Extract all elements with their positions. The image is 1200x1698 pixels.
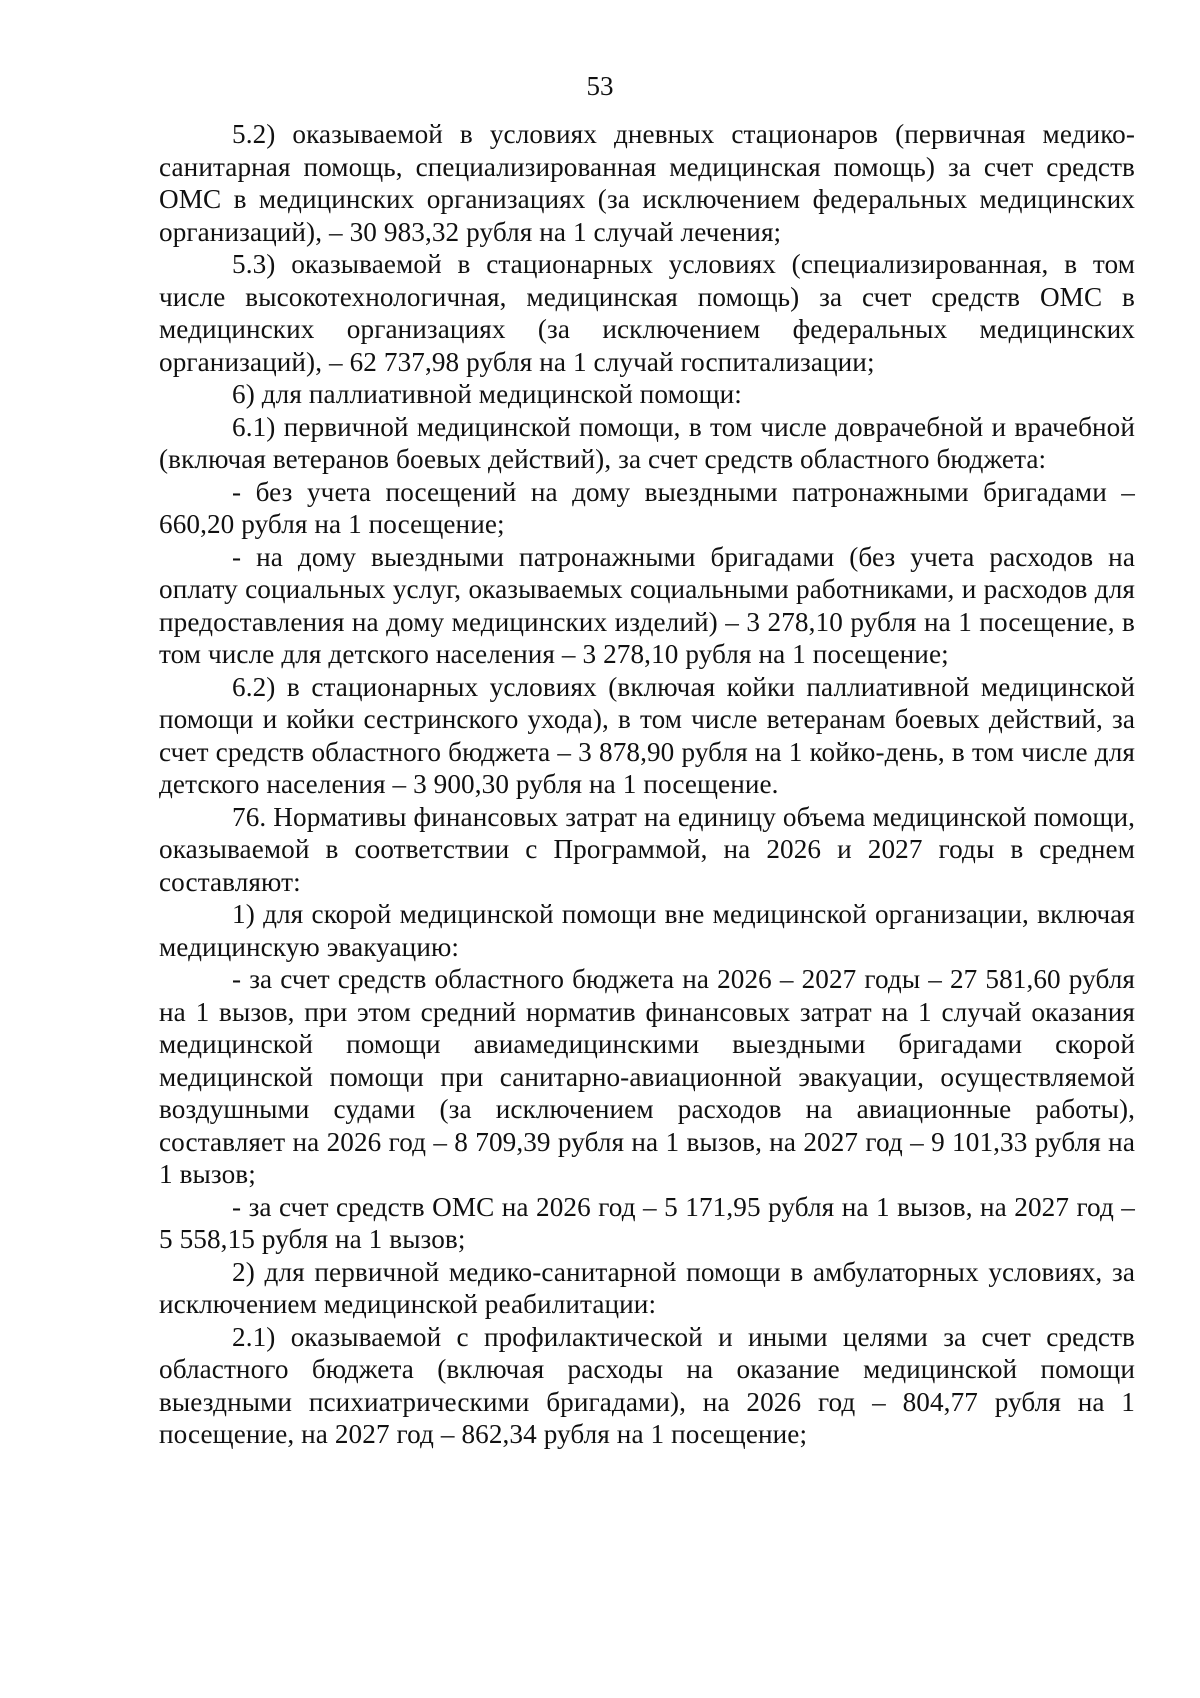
paragraph-76-2-1: 2.1) оказываемой с профилактической и иными целями за счет средств областного бюджета (включая расходы на оказание медицинской помощи выездными психиатрическими бригадами), на 2026 год – 804,77 рубля на 1 посещение, на 2027 год – 862,34 рубля на 1 посещение; [159,1321,1135,1449]
paragraph-5-3: 5.3) оказываемой в стационарных условиях (специализированная, в том числе высокотехнологичная, медицинская помощь) за счет средств ОМС в медицинских организациях (за исключением федеральных медицинских организаций), – 62 737,98 рубля на 1 случай госпитализации; [159,249,1135,377]
paragraph-6-2: 6.2) в стационарных условиях (включая койки паллиативной медицинской помощи и койки сестринского ухода), в том числе ветеранам боевых действий, за счет средств областного бюджета – 3 878,90 рубля на 1 койко-день, в том числе для детского населения – 3 900,30 рубля на 1 посещение. [159,671,1135,799]
paragraph-76-1: 1) для скорой медицинской помощи вне медицинской организации, включая медицинскую эвакуацию: [159,899,1135,962]
paragraph-6-1-bullet-1: - без учета посещений на дому выездными патронажными бригадами – 660,20 рубля на 1 посещение; [159,476,1135,539]
paragraph-6: 6) для паллиативной медицинской помощи: [232,379,742,409]
paragraph-76-1-bullet-2: - за счет средств ОМС на 2026 год – 5 171,95 рубля на 1 вызов, на 2027 год – 5 558,15 рубля на 1 вызов; [159,1191,1135,1254]
paragraph-76-1-bullet-1: - за счет средств областного бюджета на 2026 – 2027 годы – 27 581,60 рубля на 1 вызов, при этом средний норматив финансовых затрат на 1 случай оказания медицинской помощи авиамедицинскими выездными бригадами скорой медицинской помощи при санитарно-авиационной эвакуации, осуществляемой воздушными судами (за исключением расходов на авиационные работы), составляет на 2026 год – 8 709,39 рубля на 1 вызов, на 2027 год – 9 101,33 рубля на 1 вызов; [159,964,1135,1189]
paragraph-6-1-bullet-2: - на дому выездными патронажными бригадами (без учета расходов на оплату социальных услуг, оказываемых социальными работниками, и расходов для предоставления на дому медицинских изделий) – 3 278,10 рубля на 1 посещение, в том числе для детского населения – 3 278,10 рубля на 1 посещение; [159,541,1135,669]
paragraph-6-1: 6.1) первичной медицинской помощи, в том числе доврачебной и врачебной (включая ветеранов боевых действий), за счет средств областного бюджета: [159,411,1135,474]
paragraph-5-2: 5.2) оказываемой в условиях дневных стационаров (первичная медико-санитарная помощь, специализированная медицинская помощь) за счет средств ОМС в медицинских организациях (за исключением федеральных медицинских организаций), – 30 983,32 рубля на 1 случай лечения; [159,119,1135,247]
paragraph-76-2: 2) для первичной медико-санитарной помощи в амбулаторных условиях, за исключением медицинской реабилитации: [159,1256,1135,1319]
paragraph-76: 76. Нормативы финансовых затрат на единицу объема медицинской помощи, оказываемой в соответствии с Программой, на 2026 и 2027 годы в среднем составляют: [159,801,1135,897]
document-body [159,118,1135,1451]
page-number: 53 [586,71,614,101]
